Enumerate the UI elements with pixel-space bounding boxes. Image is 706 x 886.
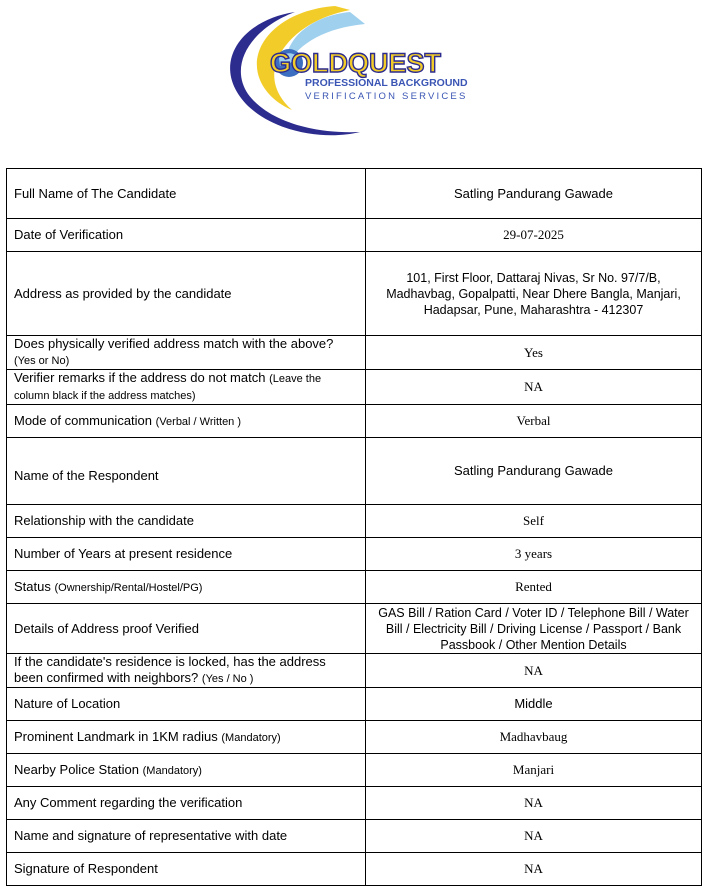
logo-tagline-2: VERIFICATION SERVICES xyxy=(305,91,468,102)
row-value: NA xyxy=(366,853,702,886)
row-label-note: (Leave the column black if the address matches) xyxy=(14,373,322,402)
table-row xyxy=(7,169,702,219)
table-row xyxy=(7,754,702,787)
row-value: NA xyxy=(366,787,702,820)
row-label: Date of Verification xyxy=(7,219,366,252)
row-label-note: (Yes or No) xyxy=(14,355,70,367)
row-label: Number of Years at present residence xyxy=(7,538,366,571)
goldquest-logo xyxy=(200,6,520,144)
table-row xyxy=(7,370,702,405)
table-row xyxy=(7,654,702,688)
row-label-note: (Ownership/Rental/Hostel/PG) xyxy=(54,581,203,594)
row-label: Prominent Landmark in 1KM radius (Mandatory) xyxy=(7,721,366,754)
row-label: Mode of communication (Verbal / Written ) xyxy=(7,405,366,438)
row-value: 3 years xyxy=(366,538,702,571)
verification-table xyxy=(6,168,702,886)
row-value: Self xyxy=(366,505,702,538)
row-label: Relationship with the candidate xyxy=(7,505,366,538)
row-label: Details of Address proof Verified xyxy=(7,604,366,654)
table-row xyxy=(7,787,702,820)
row-label-note: (Mandatory) xyxy=(221,731,281,744)
row-label: If the candidate's residence is locked, has the address been confirmed with neighbors? (Yes / No ) xyxy=(7,654,366,688)
row-label: Does physically verified address match with the above? (Yes or No) xyxy=(7,336,366,370)
table-row xyxy=(7,820,702,853)
row-value: GAS Bill / Ration Card / Voter ID / Telephone Bill / Water Bill / Electricity Bill / Driving License / Passport / Bank Passbook / Other Mention Details xyxy=(366,604,702,654)
table-row xyxy=(7,336,702,370)
table-row xyxy=(7,688,702,721)
row-label: Signature of Respondent xyxy=(7,853,366,886)
logo-graphic xyxy=(200,6,520,144)
row-value: NA xyxy=(366,820,702,853)
table-row xyxy=(7,219,702,252)
row-value: Middle xyxy=(366,688,702,721)
row-value: 29-07-2025 xyxy=(366,219,702,252)
table-row xyxy=(7,571,702,604)
row-value: 101, First Floor, Dattaraj Nivas, Sr No. 97/7/B, Madhavbag, Gopalpatti, Near Dhere Bangla, Manjari, Hadapsar, Pune, Maharashtra - 412307 xyxy=(366,252,702,336)
row-value: Rented xyxy=(366,571,702,604)
row-value: Manjari xyxy=(366,754,702,787)
table-row xyxy=(7,252,702,336)
row-label: Any Comment regarding the verification xyxy=(7,787,366,820)
row-value: Satling Pandurang Gawade xyxy=(366,438,702,505)
row-label: Name and signature of representative with date xyxy=(7,820,366,853)
row-label-note: (Yes / No ) xyxy=(201,673,254,685)
row-label: Nearby Police Station (Mandatory) xyxy=(7,754,366,787)
logo-tagline-1: PROFESSIONAL BACKGROUND xyxy=(305,77,468,89)
row-value: NA xyxy=(366,370,702,405)
row-label: Status (Ownership/Rental/Hostel/PG) xyxy=(7,571,366,604)
table-row xyxy=(7,853,702,886)
table-row xyxy=(7,538,702,571)
row-label: Full Name of The Candidate xyxy=(7,169,366,219)
row-value: Verbal xyxy=(366,405,702,438)
row-label-note: (Mandatory) xyxy=(142,764,202,777)
row-label: Nature of Location xyxy=(7,688,366,721)
row-label: Name of the Respondent xyxy=(7,438,366,505)
row-label: Address as provided by the candidate xyxy=(7,252,366,336)
table-row xyxy=(7,604,702,654)
table-row xyxy=(7,405,702,438)
logo-brand-text: GOLDQUEST xyxy=(270,48,442,78)
table-row xyxy=(7,438,702,505)
row-value: Satling Pandurang Gawade xyxy=(366,169,702,219)
row-label-note: (Verbal / Written ) xyxy=(155,415,242,428)
row-value: Madhavbaug xyxy=(366,721,702,754)
table-row xyxy=(7,721,702,754)
row-value: NA xyxy=(366,654,702,688)
table-row xyxy=(7,505,702,538)
row-label: Verifier remarks if the address do not match (Leave the column black if the address matches) xyxy=(7,370,366,405)
row-value: Yes xyxy=(366,336,702,370)
